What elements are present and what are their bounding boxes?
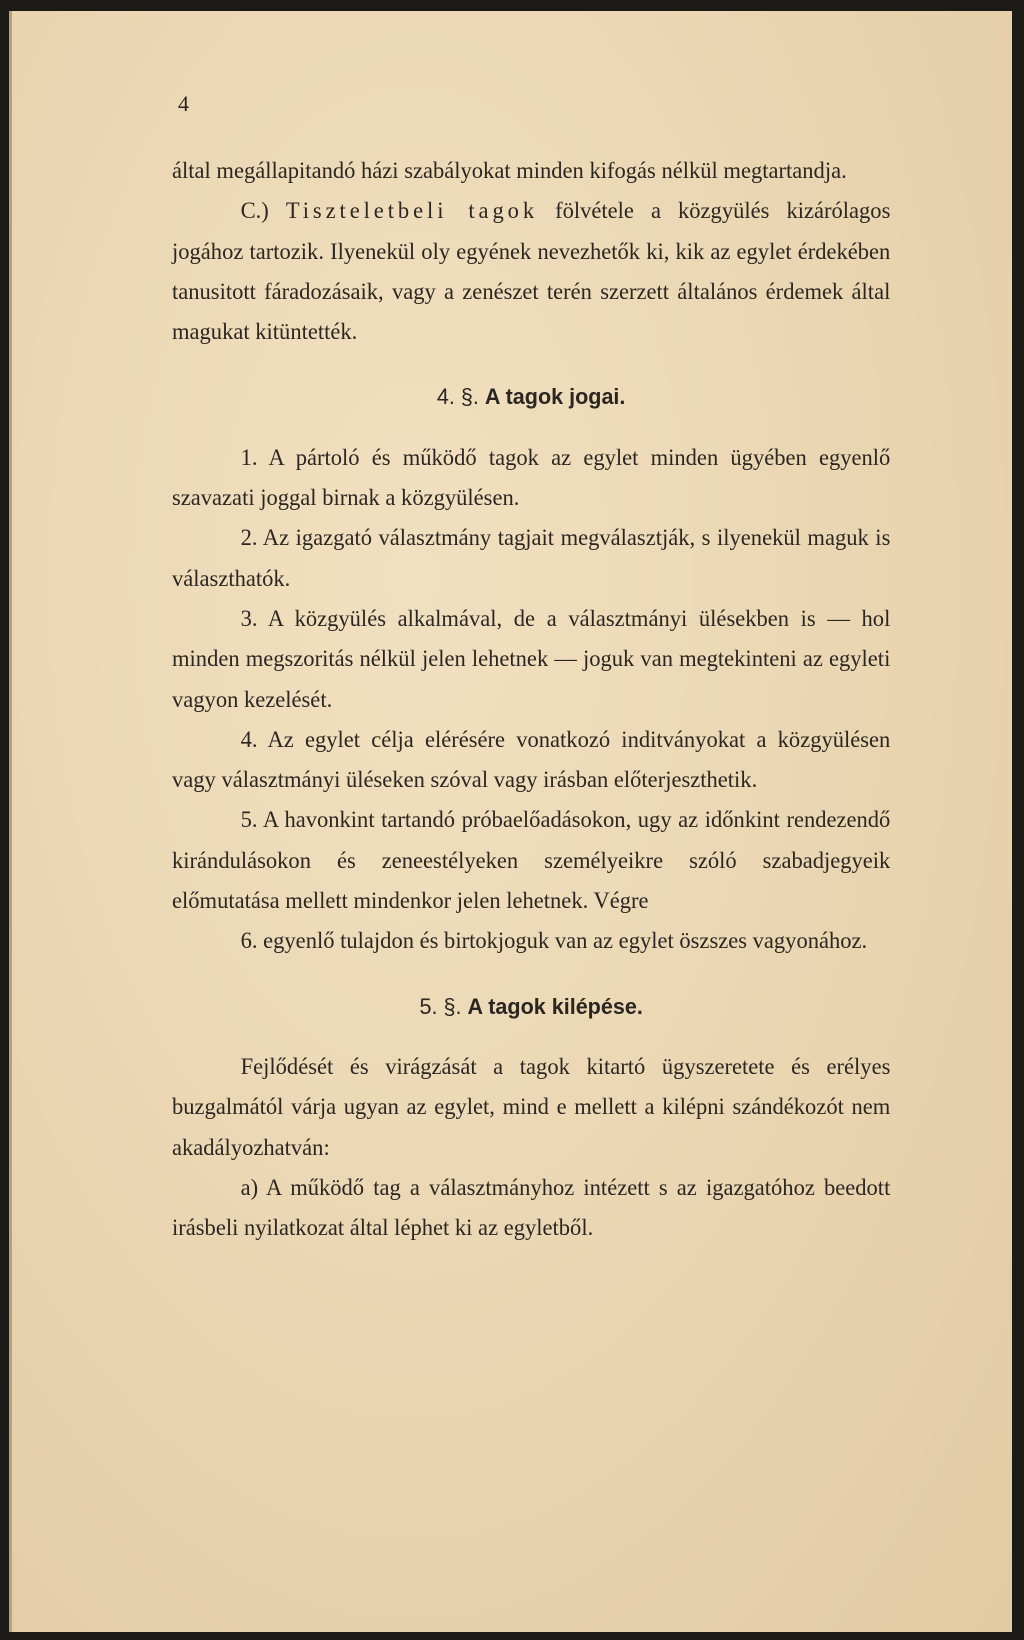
list-item: 4. Az egylet célja elérésére vonatkozó inditványokat a közgyülésen vagy választmányi üléseken szóval vagy irásban előterjeszthetik. [172, 726, 891, 793]
page-number: 4 [178, 91, 189, 116]
paragraph-lead: C.) [240, 198, 269, 224]
paragraph-rest: fölvétele a közgyülés kizárólagos jogához tartozik. Ilyenekül oly egyének nevezhetők ki, kik az egylet érdekében tanusitott fáradozásaik, vagy a zenészet terén szerzett általános érdemek által magukat kitüntették. [172, 198, 891, 345]
section-title: A tagok kilépése. [467, 993, 643, 1019]
paragraph: Fejlődését és virágzását a tagok kitartó ügyszeretete és erélyes buzgalmától várja ugyan az egylet, mind e mellett a kilépni szándékozót nem akadályozhatván: [172, 1053, 891, 1160]
section-number: 4. §. [436, 384, 479, 410]
paragraph-honorary-members [172, 191, 890, 352]
document-page [9, 11, 1012, 1632]
section-heading-5 [172, 987, 890, 1027]
section-number: 5. §. [419, 993, 462, 1019]
list-item: 2. Az igazgató választmány tagjait megválasztják, s ilyenekül maguk is választhatók. [172, 525, 891, 591]
section-heading-4 [172, 377, 890, 417]
body-text [172, 151, 890, 1248]
section-title: A tagok jogai. [484, 384, 626, 410]
list-item: a) A működő tag a választmányhoz intézett s az igazgatóhoz beedott irásbeli nyilatkozat által léphet ki az egyletből. [172, 1174, 891, 1241]
list-item: 3. A közgyülés alkalmával, de a választmányi ülésekben is — hol minden megszoritás nélkül jelen lehetnek — joguk van megtekinteni az egyleti vagyon kezelését. [172, 605, 891, 712]
list-item: 5. A havonkint tartandó próbaelőadásokon, ugy az időnkint rendezendő kirándulásokon és zeneestélyeken személyeikre szóló szabadjegyeik előmutatása mellett mindenkor jelen lehetnek. Végre [172, 807, 891, 914]
list-item: 6. egyenlő tulajdon és birtokjoguk van az egylet öszszes vagyonához. [240, 928, 868, 954]
spaced-term: Tiszteletbeli tagok [285, 198, 539, 224]
list-item: 1. A pártoló és működő tagok az egylet minden ügyében egyenlő szavazati joggal birnak a közgyülésen. [172, 444, 891, 511]
paragraph: által megállapitandó házi szabályokat minden kifogás nélkül megtartandja. [172, 158, 847, 183]
